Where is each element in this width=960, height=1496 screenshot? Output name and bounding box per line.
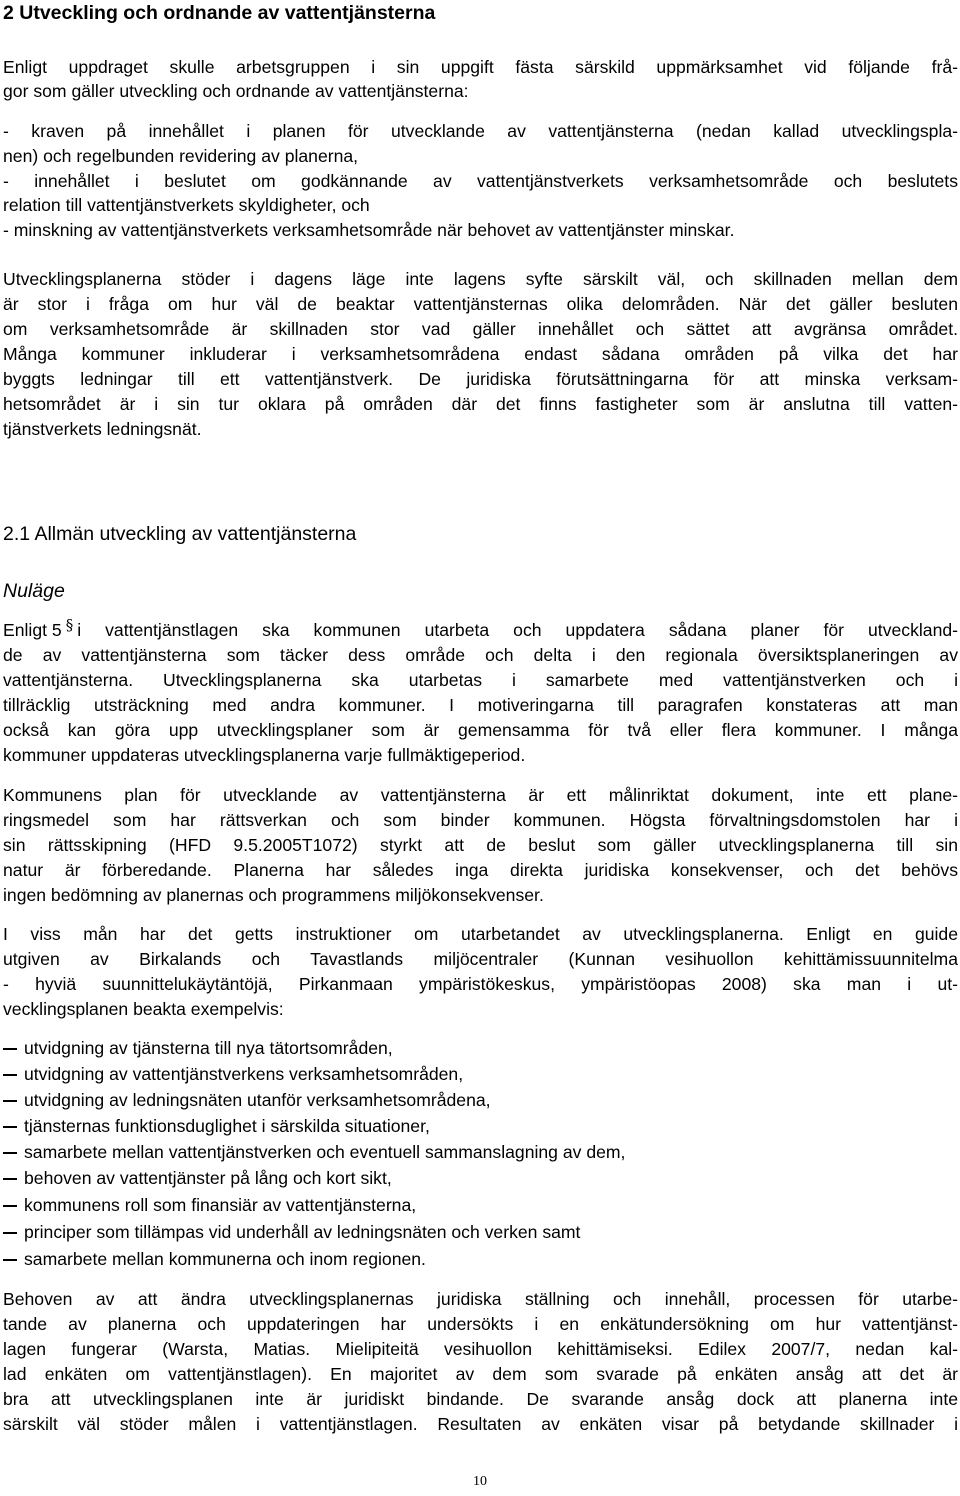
subsection-heading: Nuläge: [3, 580, 65, 602]
task-line: - kraven på innehållet i planen för utvecklande av vattentjänsterna (nedan kallad utvecklingspla-: [3, 121, 958, 141]
chapter-heading: 2 Utveckling och ordnande av vattentjänsterna: [3, 2, 436, 24]
intro-line: gor som gäller utveckling och ordnande av vattentjänsterna:: [3, 81, 469, 101]
paragraph-line: lagen fungerar (Warsta, Matias. Mielipiteitä vesihuollon kehittämiseksi. Edilex 2007/7, nedan kal-: [3, 1339, 958, 1359]
task-line: - innehållet i beslutet om godkännande av vattentjänstverkets verksamhetsområde och beslutets: [3, 171, 958, 191]
paragraph-line: kommuner uppdateras utvecklingsplanerna varje fullmäktigeperiod.: [3, 745, 526, 765]
list-item-text: samarbete mellan vattentjänstverken och eventuell sammanslagning av dem,: [24, 1142, 626, 1162]
paragraph-line: ringsmedel som har rättsverkan och som binder kommunen. Högsta förvaltningsdomstolen har i: [3, 810, 958, 830]
list-item-text: utvidgning av tjänsterna till nya tätortsområden,: [24, 1038, 393, 1058]
list-item-text: tjänsternas funktionsduglighet i särskilda situationer,: [24, 1116, 430, 1136]
task-line: relation till vattentjänstverkets skyldigheter, och: [3, 195, 370, 215]
list-item-text: principer som tillämpas vid underhåll av ledningsnäten och verken samt: [24, 1222, 581, 1242]
paragraph-line: tande av planerna och uppdateringen har undersökts i en enkätundersökning om hur vattentjänst-: [3, 1314, 958, 1334]
paragraph-line: vecklingsplanen beakta exempelvis:: [3, 999, 284, 1019]
list-item-text: utvidgning av ledningsnäten utanför verksamhetsområdena,: [24, 1090, 491, 1110]
paragraph-line: Utvecklingsplanerna stöder i dagens läge inte lagens syfte särskilt väl, och skillnaden mellan dem: [3, 269, 958, 289]
paragraph-line: särskilt väl stöder målen i vattentjänstlagen. Resultaten av enkäten visar på betydande skillnader i: [3, 1414, 958, 1434]
task-line: - minskning av vattentjänstverkets verksamhetsområde när behovet av vattentjänster minskar.: [3, 220, 735, 240]
paragraph-line: vattentjänsterna. Utvecklingsplanerna ska utarbetas i samarbete med vattentjänstverken och i: [3, 670, 958, 690]
section-sign: §: [65, 616, 74, 634]
paragraph-line: utgiven av Birkalands och Tavastlands miljöcentraler (Kunnan vesihuollon kehittämissuunnitelma: [3, 949, 958, 969]
paragraph-line: - hyviä suunnittelukäytäntöjä, Pirkanmaan ympäristökeskus, ympäristöopas 2008) ska man i ut-: [3, 974, 958, 994]
paragraph-line: lad enkäten om vattentjänstlagen). En majoritet av dem som svarade på enkäten ansåg att det är: [3, 1364, 958, 1384]
list-item-text: kommunens roll som finansiär av vattentjänsterna,: [24, 1195, 417, 1215]
paragraph-line: natur är förberedande. Planerna har således inga direkta juridiska konsekvenser, och det behövs: [3, 860, 958, 880]
paragraph-line: de av vattentjänsterna som täcker dess område och delta i den regionala översiktsplaneringen av: [3, 645, 958, 665]
paragraph-text: Enligt 5: [3, 620, 62, 640]
task-line: nen) och regelbunden revidering av planerna,: [3, 146, 359, 166]
paragraph-line: bra att utvecklingsplanen inte är juridiskt bindande. De svarande ansåg dock att planerna inte: [3, 1389, 958, 1409]
paragraph-line: tillräcklig utsträckning med andra kommuner. I motiveringarna till paragrafen konstateras att man: [3, 695, 958, 715]
paragraph-text: i vattentjänstlagen ska kommunen utarbeta och uppdatera sådana planer för utveckland-: [77, 620, 958, 640]
paragraph-line: I viss mån har det getts instruktioner om utarbetandet av utvecklingsplanerna. Enligt en guide: [3, 924, 958, 944]
paragraph-line: Kommunens plan för utvecklande av vattentjänsterna är ett målinriktat dokument, inte ett plane-: [3, 785, 958, 805]
paragraph-line: ingen bedömning av planernas och programmens miljökonsekvenser.: [3, 885, 544, 905]
list-item-text: samarbete mellan kommunerna och inom regionen.: [24, 1249, 426, 1269]
paragraph-line: om verksamhetsområde är skillnaden stor vad gäller innehållet och sättet att avgränsa området.: [3, 319, 958, 339]
paragraph-line: tjänstverkets ledningsnät.: [3, 419, 202, 439]
paragraph-line: också kan göra upp utvecklingsplaner som är gemensamma för två eller flera kommuner. I många: [3, 720, 958, 740]
section-heading: 2.1 Allmän utveckling av vattentjänsterna: [3, 523, 357, 545]
paragraph-line: [3, 618, 958, 642]
paragraph-line: sin rättsskipning (HFD 9.5.2005T1072) styrkt att de beslut som gäller utvecklingsplanerna till sin: [3, 835, 958, 855]
page-number: 10: [473, 1474, 487, 1489]
paragraph-line: Många kommuner inkluderar i verksamhetsområdena endast sådana områden på vilka det har: [3, 344, 958, 364]
list-item-text: utvidgning av vattentjänstverkens verksamhetsområden,: [24, 1064, 464, 1084]
list-item-text: behoven av vattentjänster på lång och kort sikt,: [24, 1168, 392, 1188]
intro-line: Enligt uppdraget skulle arbetsgruppen i sin uppgift fästa särskild uppmärksamhet vid följande frå-: [3, 57, 958, 77]
paragraph-line: är stor i fråga om hur väl de beaktar vattentjänsternas olika delområden. När det gäller besluten: [3, 294, 958, 314]
paragraph-line: byggts ledningar till ett vattentjänstverk. De juridiska förutsättningarna för att minska verksam-: [3, 369, 958, 389]
paragraph-line: Behoven av att ändra utvecklingsplanernas juridiska ställning och innehåll, processen för utarbe-: [3, 1289, 958, 1309]
paragraph-line: hetsområdet är i sin tur oklara på områden där det finns fastigheter som är anslutna till vatten-: [3, 394, 958, 414]
